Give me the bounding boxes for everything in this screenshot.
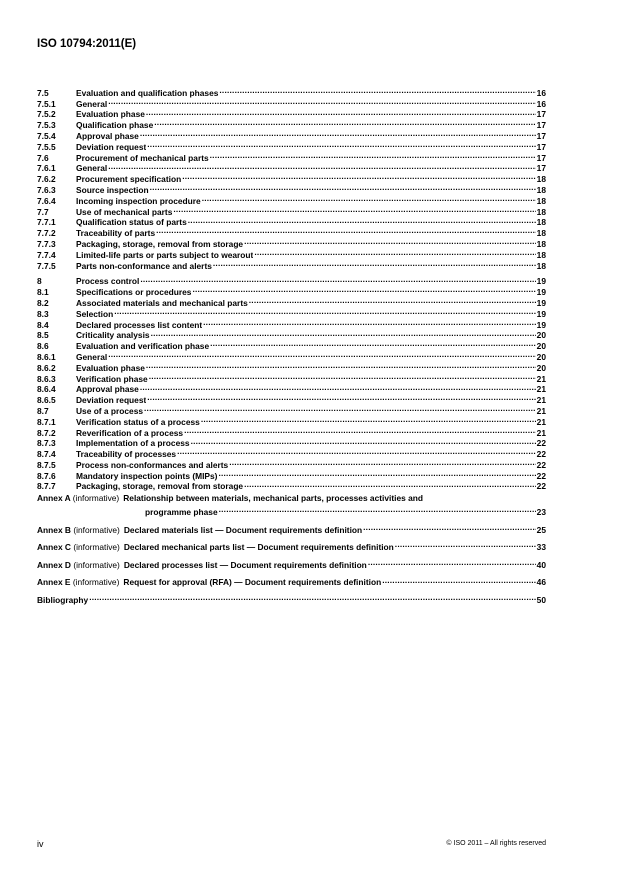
section-title: General bbox=[76, 98, 108, 109]
dot-leader bbox=[149, 371, 536, 382]
page-number: 18 bbox=[536, 249, 546, 260]
page-number: 21 bbox=[536, 395, 546, 406]
page-number: 18 bbox=[536, 184, 546, 195]
dot-leader bbox=[254, 247, 535, 258]
page-number: 21 bbox=[536, 405, 546, 416]
section-number: 7.6.2 bbox=[37, 174, 56, 185]
page-number: 19 bbox=[536, 308, 546, 319]
section-number: 8.7.1 bbox=[37, 416, 56, 427]
section-title: Limited-life parts or parts subject to wearout bbox=[76, 249, 254, 260]
section-number: 7.6.4 bbox=[37, 195, 56, 206]
section-title: Criticality analysis bbox=[76, 330, 150, 341]
dot-leader bbox=[146, 107, 536, 118]
page-number: 16 bbox=[536, 98, 546, 109]
dot-leader bbox=[201, 414, 536, 425]
dot-leader bbox=[203, 317, 536, 328]
toc-entry[interactable] bbox=[37, 274, 546, 285]
section-title: Evaluation phase bbox=[76, 362, 145, 373]
dot-leader bbox=[151, 328, 536, 339]
section-number: 7.5.4 bbox=[37, 130, 56, 141]
page-number: 19 bbox=[536, 319, 546, 330]
dot-leader bbox=[219, 504, 536, 515]
page-number: 21 bbox=[536, 373, 546, 384]
page-number: 19 bbox=[536, 276, 546, 287]
section-number: 8.6.3 bbox=[37, 373, 56, 384]
page-number: 18 bbox=[536, 174, 546, 185]
dot-leader bbox=[150, 182, 536, 193]
page-number: 46 bbox=[536, 577, 546, 588]
section-number: 7.7.4 bbox=[37, 249, 56, 260]
section-number: 7.5.2 bbox=[37, 109, 56, 120]
section-title: Traceability of parts bbox=[76, 228, 156, 239]
section-title: Source inspection bbox=[76, 184, 149, 195]
section-title: Qualification phase bbox=[76, 120, 154, 131]
section-number: 7.6 bbox=[37, 152, 49, 163]
toc-entry[interactable] bbox=[37, 349, 546, 360]
annex-label: Annex C (informative) bbox=[37, 542, 120, 553]
page-number: 20 bbox=[536, 341, 546, 352]
section-title: Procurement specification bbox=[76, 174, 182, 185]
toc-annex-d[interactable] bbox=[37, 557, 546, 571]
dot-leader bbox=[89, 592, 535, 603]
dot-leader bbox=[229, 457, 535, 468]
section-number: 8.2 bbox=[37, 297, 49, 308]
page-number: 19 bbox=[536, 287, 546, 298]
dot-leader bbox=[182, 171, 535, 182]
section-number: 7.5 bbox=[37, 87, 49, 98]
section-title: Parts non-conformance and alerts bbox=[76, 260, 212, 271]
section-number: 7.6.3 bbox=[37, 184, 56, 195]
toc-entry[interactable] bbox=[37, 161, 546, 172]
page-number-footer: iv bbox=[37, 839, 44, 849]
table-of-contents bbox=[37, 85, 546, 606]
section-number: 8.7.7 bbox=[37, 481, 56, 492]
dot-leader bbox=[108, 161, 535, 172]
section-title: Approval phase bbox=[76, 130, 139, 141]
page-number: 17 bbox=[536, 163, 546, 174]
section-title: Use of a process bbox=[76, 405, 144, 416]
section-title: Deviation request bbox=[76, 395, 147, 406]
page-number: 22 bbox=[536, 459, 546, 470]
dot-leader bbox=[140, 128, 536, 139]
section-number: 8.6.5 bbox=[37, 395, 56, 406]
dot-leader bbox=[144, 403, 536, 414]
section-number: 8.7 bbox=[37, 405, 49, 416]
section-number: 8.6.4 bbox=[37, 384, 56, 395]
page-number: 22 bbox=[536, 438, 546, 449]
dot-leader bbox=[140, 382, 536, 393]
section-title: Approval phase bbox=[76, 384, 139, 395]
annex-title: Declared materials list — Document requirements definition bbox=[123, 524, 363, 535]
page-number: 40 bbox=[536, 559, 546, 570]
section-number: 8.7.6 bbox=[37, 470, 56, 481]
annex-title: Declared mechanical parts list — Document requirements definition bbox=[123, 542, 394, 553]
dot-leader bbox=[213, 258, 536, 269]
section-title: Evaluation and verification phase bbox=[76, 341, 210, 352]
page-number: 18 bbox=[536, 217, 546, 228]
section-title: Incoming inspection procedure bbox=[76, 195, 201, 206]
section-title: Packaging, storage, removal from storage bbox=[76, 238, 244, 249]
page-number: 18 bbox=[536, 206, 546, 217]
dot-leader bbox=[192, 284, 535, 295]
page-number: 16 bbox=[536, 87, 546, 98]
toc-section-7 bbox=[37, 85, 546, 269]
section-title: Process control bbox=[76, 276, 140, 287]
dot-leader bbox=[140, 274, 535, 285]
page-number: 21 bbox=[536, 427, 546, 438]
section-title: Implementation of a process bbox=[76, 438, 190, 449]
section-number: 8.4 bbox=[37, 319, 49, 330]
page-number: 18 bbox=[536, 260, 546, 271]
copyright-footer: © ISO 2011 – All rights reserved bbox=[446, 840, 546, 847]
toc-entry[interactable] bbox=[37, 317, 546, 328]
toc-entry[interactable] bbox=[37, 107, 546, 118]
page-number: 17 bbox=[536, 152, 546, 163]
page-number: 22 bbox=[536, 481, 546, 492]
toc-entry[interactable] bbox=[37, 171, 546, 185]
dot-leader bbox=[147, 392, 535, 403]
dot-leader bbox=[184, 425, 536, 436]
page-number: 18 bbox=[536, 238, 546, 249]
annex-title: Relationship between materials, mechanical parts, processes activities and bbox=[123, 493, 423, 504]
page-number: 50 bbox=[536, 595, 546, 606]
dot-leader bbox=[114, 306, 535, 317]
page-number: 18 bbox=[536, 228, 546, 239]
page-number: 17 bbox=[536, 120, 546, 131]
dot-leader bbox=[219, 85, 535, 96]
section-title: Specifications or procedures bbox=[76, 287, 192, 298]
page-number: 20 bbox=[536, 351, 546, 362]
annex-label: Annex A (informative) bbox=[37, 493, 120, 504]
section-title: Evaluation and qualification phases bbox=[76, 87, 219, 98]
section-title: Verification phase bbox=[76, 373, 148, 384]
annex-label: Annex E (informative) bbox=[37, 577, 120, 588]
section-title: Procurement of mechanical parts bbox=[76, 152, 209, 163]
section-number: 7.5.3 bbox=[37, 120, 56, 131]
section-number: 8.6.2 bbox=[37, 362, 56, 373]
page-number: 22 bbox=[536, 470, 546, 481]
dot-leader bbox=[147, 139, 535, 150]
section-number: 7.7 bbox=[37, 206, 49, 217]
page-number: 22 bbox=[536, 449, 546, 460]
section-title: Use of mechanical parts bbox=[76, 206, 173, 217]
page-number: 17 bbox=[536, 130, 546, 141]
dot-leader bbox=[154, 117, 535, 128]
section-number: 7.7.3 bbox=[37, 238, 56, 249]
section-number: 7.6.1 bbox=[37, 163, 56, 174]
dot-leader bbox=[363, 522, 536, 533]
section-number: 8.7.2 bbox=[37, 427, 56, 438]
dot-leader bbox=[173, 204, 535, 215]
annex-label: Annex B (informative) bbox=[37, 524, 120, 535]
toc-annex-c[interactable] bbox=[37, 539, 546, 553]
section-title: Packaging, storage, removal from storage bbox=[76, 481, 244, 492]
section-title: Associated materials and mechanical parts bbox=[76, 297, 248, 308]
section-title: Traceability of processes bbox=[76, 449, 177, 460]
annex-label: Annex D (informative) bbox=[37, 559, 120, 570]
section-title: Qualification status of parts bbox=[76, 217, 187, 228]
section-title: Deviation request bbox=[76, 141, 147, 152]
document-id-header: ISO 10794:2011(E) bbox=[37, 38, 137, 50]
toc-entry[interactable] bbox=[37, 306, 546, 317]
section-title: Verification status of a process bbox=[76, 416, 200, 427]
dot-leader bbox=[202, 193, 536, 204]
section-number: 8.5 bbox=[37, 330, 49, 341]
section-number: 8.7.3 bbox=[37, 438, 56, 449]
dot-leader bbox=[156, 225, 536, 236]
section-title: General bbox=[76, 163, 108, 174]
annex-title-cont: programme phase bbox=[145, 507, 218, 518]
dot-leader bbox=[244, 236, 536, 247]
dot-leader bbox=[244, 479, 536, 490]
page-number: 21 bbox=[536, 416, 546, 427]
section-number: 8.7.4 bbox=[37, 449, 56, 460]
section-title: Evaluation phase bbox=[76, 109, 145, 120]
toc-entry[interactable] bbox=[37, 360, 546, 371]
dot-leader bbox=[218, 468, 535, 479]
section-number: 8 bbox=[37, 276, 42, 287]
toc-annex-b[interactable] bbox=[37, 522, 546, 536]
section-number: 8.7.5 bbox=[37, 459, 56, 470]
section-title: Declared processes list content bbox=[76, 319, 203, 330]
dot-leader bbox=[146, 360, 536, 371]
annex-title: Declared processes list — Document requirements definition bbox=[123, 559, 367, 570]
dot-leader bbox=[210, 150, 536, 161]
section-title: Reverification of a process bbox=[76, 427, 184, 438]
toc-section-8 bbox=[37, 274, 546, 490]
dot-leader bbox=[188, 215, 536, 226]
section-number: 7.5.5 bbox=[37, 141, 56, 152]
dot-leader bbox=[108, 349, 535, 360]
dot-leader bbox=[177, 446, 536, 457]
toc-entry[interactable] bbox=[37, 96, 546, 107]
page-number: 23 bbox=[536, 507, 546, 518]
dot-leader bbox=[382, 575, 535, 586]
page-number: 20 bbox=[536, 362, 546, 373]
section-title: General bbox=[76, 351, 108, 362]
section-title: Process non-conformances and alerts bbox=[76, 459, 229, 470]
bibliography-title: Bibliography bbox=[37, 595, 89, 606]
section-number: 8.6.1 bbox=[37, 351, 56, 362]
page-number: 19 bbox=[536, 297, 546, 308]
section-number: 7.7.2 bbox=[37, 228, 56, 239]
section-number: 8.6 bbox=[37, 341, 49, 352]
page-number: 25 bbox=[536, 524, 546, 535]
dot-leader bbox=[191, 436, 536, 447]
section-number: 7.7.5 bbox=[37, 260, 56, 271]
dot-leader bbox=[108, 96, 535, 107]
toc-entry[interactable] bbox=[37, 85, 546, 96]
section-number: 8.3 bbox=[37, 308, 49, 319]
dot-leader bbox=[368, 557, 536, 568]
toc-annex-a[interactable] bbox=[37, 493, 546, 517]
dot-leader bbox=[395, 539, 536, 550]
dot-leader bbox=[210, 338, 536, 349]
section-title: Mandatory inspection points (MIPs) bbox=[76, 470, 218, 481]
page-number: 17 bbox=[536, 141, 546, 152]
page-number: 17 bbox=[536, 109, 546, 120]
page-number: 21 bbox=[536, 384, 546, 395]
section-number: 8.1 bbox=[37, 287, 49, 298]
dot-leader bbox=[249, 295, 536, 306]
toc-bibliography[interactable] bbox=[37, 592, 546, 606]
section-title: Selection bbox=[76, 308, 114, 319]
toc-annex-e[interactable] bbox=[37, 575, 546, 589]
page-number: 18 bbox=[536, 195, 546, 206]
page-number: 20 bbox=[536, 330, 546, 341]
annex-title: Request for approval (RFA) — Document requirements definition bbox=[123, 577, 382, 588]
section-number: 7.7.1 bbox=[37, 217, 56, 228]
page-number: 33 bbox=[536, 542, 546, 553]
section-number: 7.5.1 bbox=[37, 98, 56, 109]
